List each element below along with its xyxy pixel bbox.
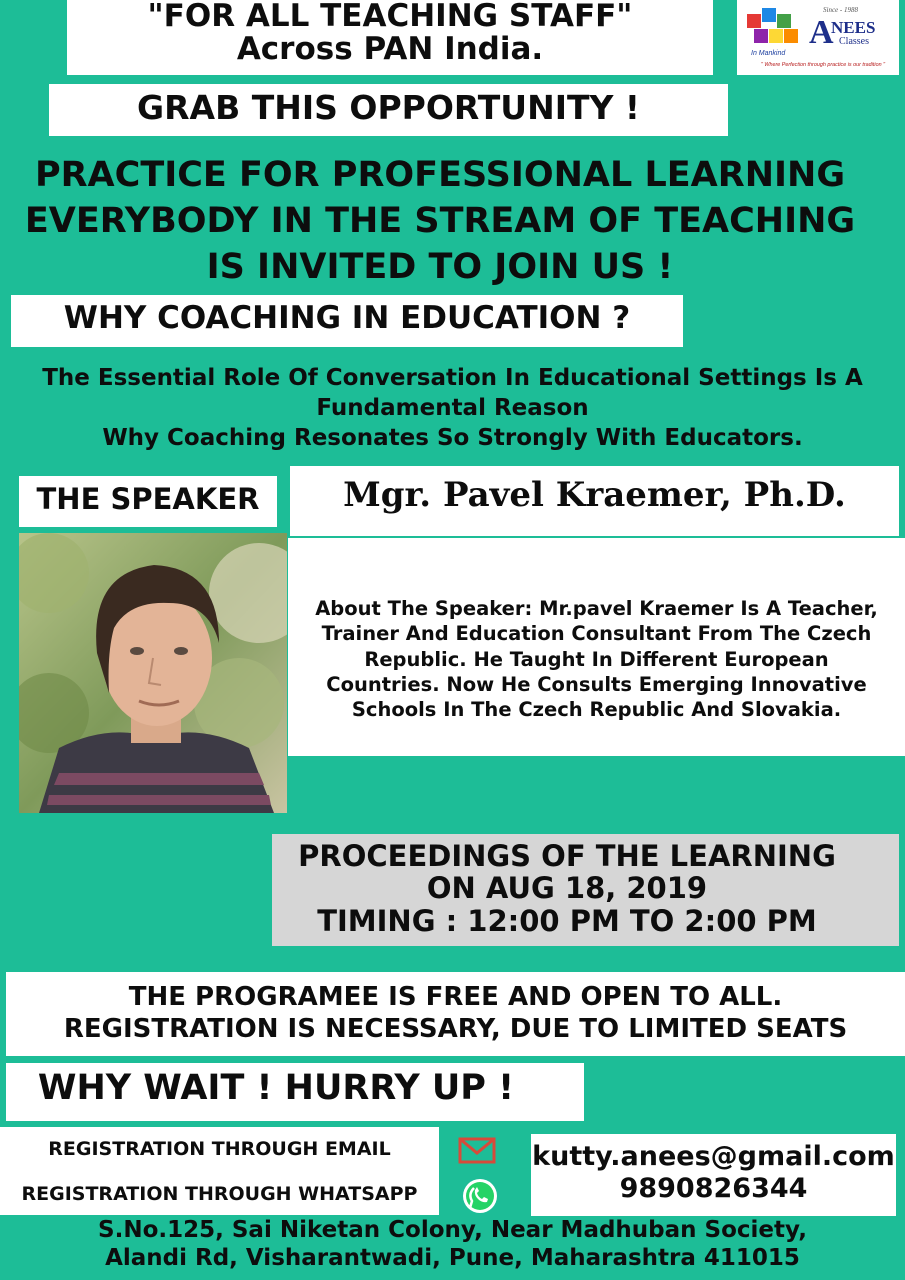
speaker-name: Mgr. Pavel Kraemer, Ph.D. [343,475,846,515]
registration-whatsapp-label: REGISTRATION THROUGH WHATSAPP [21,1183,418,1205]
about-line-2: Trainer And Education Consultant From The Czech [321,622,872,646]
speaker-label-box [19,476,277,527]
contact-phone[interactable]: 9890826344 [619,1172,808,1204]
header-line-1: "FOR ALL TEACHING STAFF" [147,0,633,34]
free-line-1: THE PROGRAMEE IS FREE AND OPEN TO ALL. [128,982,783,1012]
reason-line-3: Why Coaching Resonates So Strongly With Educators. [102,424,803,451]
registration-email-label: REGISTRATION THROUGH EMAIL [48,1138,391,1160]
logo-since: Since - 1988 [823,6,858,14]
practice-line-2: EVERYBODY IN THE STREAM OF TEACHING [24,201,856,242]
about-speaker-text [288,596,905,723]
logo-block [777,14,791,28]
grab-opportunity-banner [49,84,728,136]
about-line-1: About The Speaker: Mr.pavel Kraemer Is A Teacher, [315,597,878,620]
header-line-2: Across PAN India. [236,30,544,67]
registration-labels-box [0,1127,439,1215]
logo-block [762,8,776,22]
reason-paragraph [0,364,905,454]
address-line-1: S.No.125, Sai Niketan Colony, Near Madhuban Society, [98,1217,807,1243]
about-line-3: Republic. He Taught In Different European [364,647,829,671]
contact-box [531,1134,896,1216]
proceedings-line-1: PROCEEDINGS OF THE LEARNING [298,839,836,873]
proceedings-date: ON AUG 18, 2019 [426,871,708,906]
header-banner [67,0,713,75]
free-line-2: REGISTRATION IS NECESSARY, DUE TO LIMITED SEATS [63,1013,848,1044]
practice-heading [0,152,880,291]
practice-line-3: IS INVITED TO JOIN US ! [206,247,674,288]
hurry-up-banner [6,1063,584,1121]
logo-brand-letter: A [809,14,834,51]
why-coaching-text: WHY COACHING IN EDUCATION ? [63,300,631,336]
about-line-4: Countries. Now He Consults Emerging Innovative [326,673,867,697]
contact-text [531,1141,896,1205]
proceedings-timing: TIMING : 12:00 PM TO 2:00 PM [317,903,817,938]
logo-block [754,29,768,43]
hurry-up-text: WHY WAIT ! HURRY UP ! [37,1068,515,1108]
speaker-name-box [290,466,899,536]
anees-classes-logo [737,0,899,75]
speaker-photo [19,533,287,813]
logo-brand-rest: NEES [831,18,876,37]
proceedings-box [272,834,899,946]
free-program-text [6,982,905,1045]
logo-graphic [737,0,899,75]
reason-line-2: Fundamental Reason [316,394,589,421]
why-coaching-banner [11,295,683,347]
reason-line-1: The Essential Role Of Conversation In Educational Settings Is A [42,365,863,391]
about-line-5: Schools In The Czech Republic And Slovakia. [351,698,842,722]
whatsapp-icon [462,1178,498,1214]
proceedings-text [272,840,862,937]
about-speaker-box [288,538,905,756]
logo-block [747,14,761,28]
grab-opportunity-text: GRAB THIS OPPORTUNITY ! [137,88,640,127]
free-program-box [6,972,905,1056]
logo-tagline: " Where Perfection through practice is our tradition " [761,62,885,68]
address-line-2: Alandi Rd, Visharantwadi, Pune, Maharashtra 411015 [105,1245,800,1272]
speaker-label: THE SPEAKER [36,482,260,516]
header-title [67,0,713,65]
logo-block-text: In Mankind [751,50,786,57]
logo-brand-sub: Classes [839,36,869,47]
contact-email[interactable]: kutty.anees@gmail.com [532,1141,895,1172]
practice-line-1: PRACTICE FOR PROFESSIONAL LEARNING [34,155,846,195]
address [0,1216,905,1272]
mail-icon [458,1137,496,1164]
logo-block [769,29,783,43]
logo-block [784,29,798,43]
